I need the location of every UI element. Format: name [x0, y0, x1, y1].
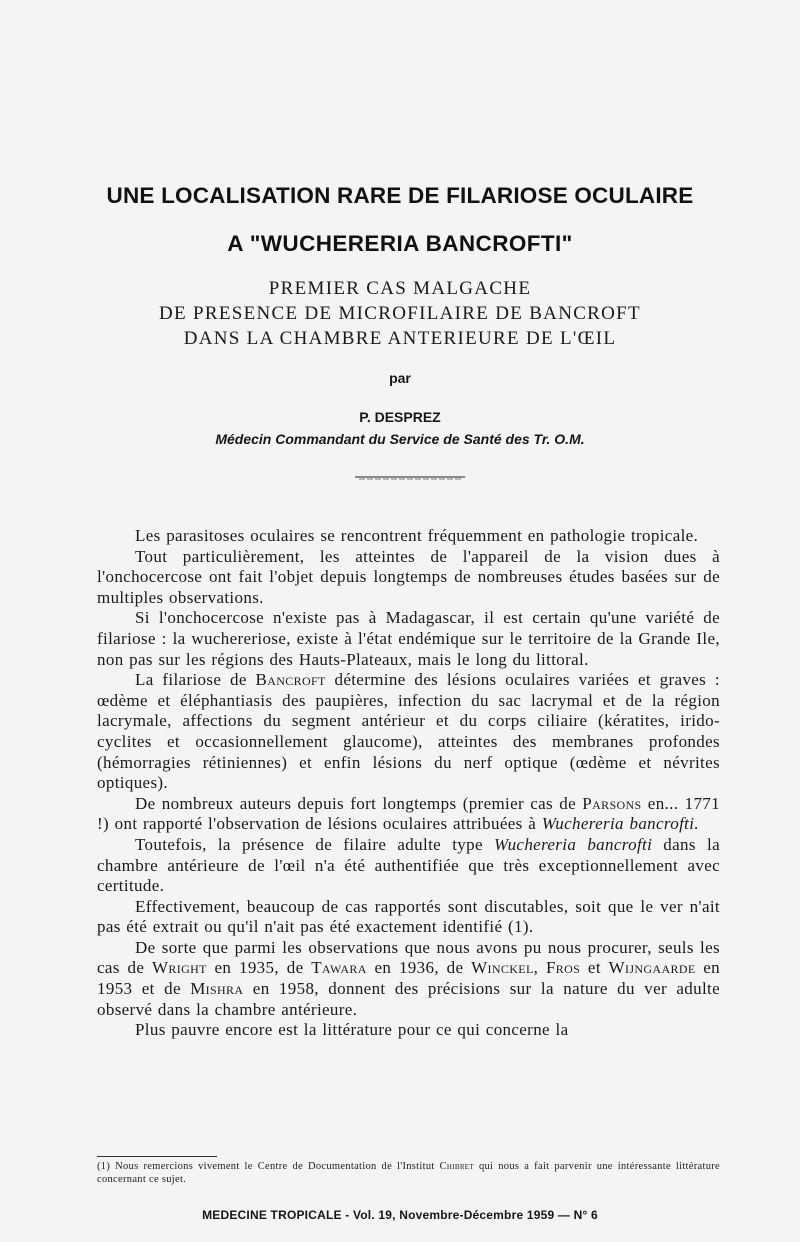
- author-ref-fros: Fros: [546, 958, 581, 978]
- subtitle-line-3: DANS LA CHAMBRE ANTERIEURE DE L'ŒIL: [183, 328, 617, 349]
- paragraph-8: [97, 938, 720, 1020]
- author-ref-wright: Wright: [151, 958, 207, 978]
- author-affiliation: Médecin Commandant du Service de Santé des Tr. O.M.: [215, 431, 585, 447]
- p6-text-post: dans la chambre antérieure de l'œil n'a été authentifiée que très exceptionnellement avec certitude.: [97, 834, 720, 896]
- paragraph-5: [97, 794, 720, 835]
- paragraph-1: Les parasitoses oculaires se rencontrent fréquemment en pathologie tropicale.: [135, 526, 699, 545]
- p6-text-pre: Toutefois, la présence de filaire adulte type: [135, 834, 494, 854]
- article-body: [97, 526, 720, 1041]
- author-ref-mishra: Mishra: [190, 979, 244, 999]
- species-name: Wuchereria bancrofti: [494, 834, 653, 854]
- journal-footer: MEDECINE TROPICALE - Vol. 19, Novembre-Décembre 1959 — N° 6: [202, 1208, 598, 1222]
- p5-text-mid: en... 1771 !) ont rapporté l'observation de lésions oculaires attribuées à: [97, 793, 720, 834]
- ornament-divider: [355, 476, 465, 480]
- p5-text-pre: De nombreux auteurs depuis fort longtemps (premier cas de: [135, 793, 583, 813]
- title-line-2: A "WUCHERERIA BANCROFTI": [227, 231, 573, 256]
- subtitle-line-1: PREMIER CAS MALGACHE: [268, 278, 532, 299]
- byline-par: par: [389, 370, 411, 386]
- paragraph-2: Tout particulièrement, les atteintes de l'appareil de la vision dues à l'onchocercose ont fait l'objet depuis longtemps de nombreuses études basées sur de multiples observations.: [97, 546, 720, 607]
- p8-text: et: [580, 958, 609, 978]
- paragraph-3: Si l'onchocercose n'existe pas à Madagascar, il est certain qu'une variété de filariose : la wuchereriose, existe à l'état endémique sur le territoire de la Grande Ile, non pas sur les régions des Hauts-Plateaux, mais le long du littoral.: [97, 608, 720, 669]
- title-line-1: UNE LOCALISATION RARE DE FILARIOSE OCULAIRE: [106, 183, 694, 208]
- paragraph-7: Effectivement, beaucoup de cas rapportés sont discutables, soit que le ver n'ait pas été extrait ou qu'il n'ait pas été exactement identifié (1).: [97, 896, 720, 937]
- paragraph-4: [97, 670, 720, 794]
- p8-text: en 1936, de: [366, 958, 472, 978]
- p4-text-post: détermine des lésions oculaires variées et graves : œdème et éléphantiasis des paupières, infection du sac lacrymal et de la région lacrymale, affections du segment antérieur et du corps ciliaire (kératites, irido-cyclites et occasionnellement glaucome), atteintes des membranes profondes (hémorragies rétiniennes) et enfin lésions du nerf optique (œdème et névrites optiques).: [97, 670, 720, 793]
- author-ref-parsons: Parsons: [582, 793, 642, 813]
- p8-text: en 1935, de: [206, 958, 312, 978]
- footnote-rule: [97, 1156, 217, 1157]
- paragraph-6: [97, 835, 720, 897]
- subtitle-line-2: DE PRESENCE DE MICROFILAIRE DE BANCROFT: [159, 303, 641, 324]
- p8-text: en 1958, donnent des précisions sur la nature du ver adulte observé dans la chambre antérieure.: [97, 979, 720, 1019]
- footnote-text: qui nous a fait parvenir une intéressante littérature concernant ce sujet.: [97, 1161, 720, 1185]
- author-ref-tawara: Tawara: [311, 958, 367, 978]
- author-ref-wijngaarde: Wijngaarde: [608, 958, 696, 978]
- footnote-text: (1) Nous remercions vivement le Centre de Documentation de l'Institut: [97, 1161, 440, 1172]
- author-name: P. DESPREZ: [359, 409, 441, 425]
- footnote: [97, 1160, 720, 1186]
- author-ref-bancroft: Bancroft: [255, 670, 326, 690]
- author-ref-winckel: Winckel: [471, 958, 534, 978]
- species-name: Wuchereria bancrofti.: [541, 814, 699, 834]
- p8-text: De sorte que parmi les observations que nous avons pu nous procurer, seuls les cas de: [97, 937, 720, 978]
- paragraph-9: Plus pauvre encore est la littérature pour ce qui concerne la: [135, 1020, 569, 1040]
- p8-text: ,: [533, 958, 546, 978]
- p8-text: en 1953 et de: [97, 958, 721, 999]
- p4-text-pre: La filariose de: [135, 670, 256, 690]
- footnote-institute-name: Chibret: [439, 1161, 474, 1172]
